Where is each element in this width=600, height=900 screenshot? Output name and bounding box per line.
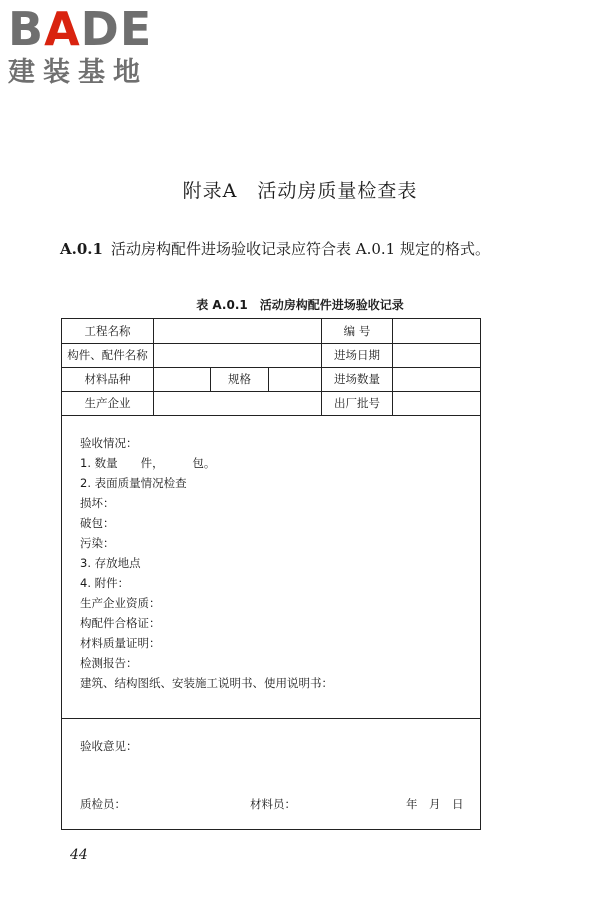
inspection-line: 检测报告： xyxy=(80,656,138,670)
table-caption: 表 A.0.1 活动房构配件进场验收记录 xyxy=(196,298,404,312)
inspection-line: 2. 表面质量情况检查 xyxy=(80,476,187,490)
entry-date-label: 进场日期 xyxy=(321,343,392,367)
inspection-line: 损坏： xyxy=(80,496,115,510)
inspection-line: 构配件合格证： xyxy=(80,616,161,630)
inspection-line: 污染： xyxy=(80,536,115,550)
spec-value xyxy=(268,367,321,391)
inspection-line: 3. 存放地点 xyxy=(80,556,141,570)
clause-number: A.0.1 xyxy=(60,240,103,258)
clause-text: 活动房构配件进场验收记录应符合表 A.0.1 规定的格式。 xyxy=(110,240,490,258)
page-number: 44 xyxy=(70,847,88,863)
logo-wordmark: BADE xyxy=(8,2,153,56)
inspector-signature-label: 质检员： xyxy=(80,797,126,811)
material-type-value xyxy=(153,367,210,391)
manufacturer-label: 生产企业 xyxy=(84,396,131,410)
appendix-title: 附录A 活动房质量检查表 xyxy=(182,180,418,202)
inspection-line: 生产企业资质： xyxy=(80,596,161,610)
opinion-label: 验收意见： xyxy=(80,739,138,753)
date-label: 年 月 日 xyxy=(406,797,464,811)
logo-subtitle: 建装基地 xyxy=(8,57,148,88)
spec-label: 规格 xyxy=(210,367,268,391)
inspection-details-section xyxy=(62,415,480,719)
table-row xyxy=(62,391,480,416)
inspection-line: 1. 数量 件， 包。 xyxy=(80,456,216,470)
table-row xyxy=(62,319,480,344)
manufacturer-value xyxy=(153,391,321,415)
component-name-label: 构件、配件名称 xyxy=(67,348,148,362)
serial-number-value xyxy=(392,319,482,343)
table-row xyxy=(62,367,480,392)
inspection-line: 破包： xyxy=(80,516,115,530)
entry-quantity-value xyxy=(392,367,482,391)
entry-quantity-label: 进场数量 xyxy=(321,367,392,391)
inspection-line: 4. 附件： xyxy=(80,576,130,590)
inspection-line: 材料质量证明： xyxy=(80,636,161,650)
inspection-line: 验收情况： xyxy=(80,436,138,450)
material-type-label: 材料品种 xyxy=(84,372,131,386)
batch-number-value xyxy=(392,391,482,415)
table-row xyxy=(62,343,480,368)
entry-date-value xyxy=(392,343,482,367)
project-name-label: 工程名称 xyxy=(84,324,131,338)
material-clerk-signature-label: 材料员： xyxy=(250,797,296,811)
batch-number-label: 出厂批号 xyxy=(321,391,392,415)
inspection-line: 建筑、结构图纸、安装施工说明书、使用说明书： xyxy=(80,676,333,690)
acceptance-opinion-section xyxy=(62,718,480,828)
serial-number-label: 编 号 xyxy=(321,319,392,343)
acceptance-record-table xyxy=(61,318,481,830)
component-name-value xyxy=(153,343,321,367)
publisher-logo xyxy=(8,4,178,90)
clause-paragraph xyxy=(60,236,490,263)
